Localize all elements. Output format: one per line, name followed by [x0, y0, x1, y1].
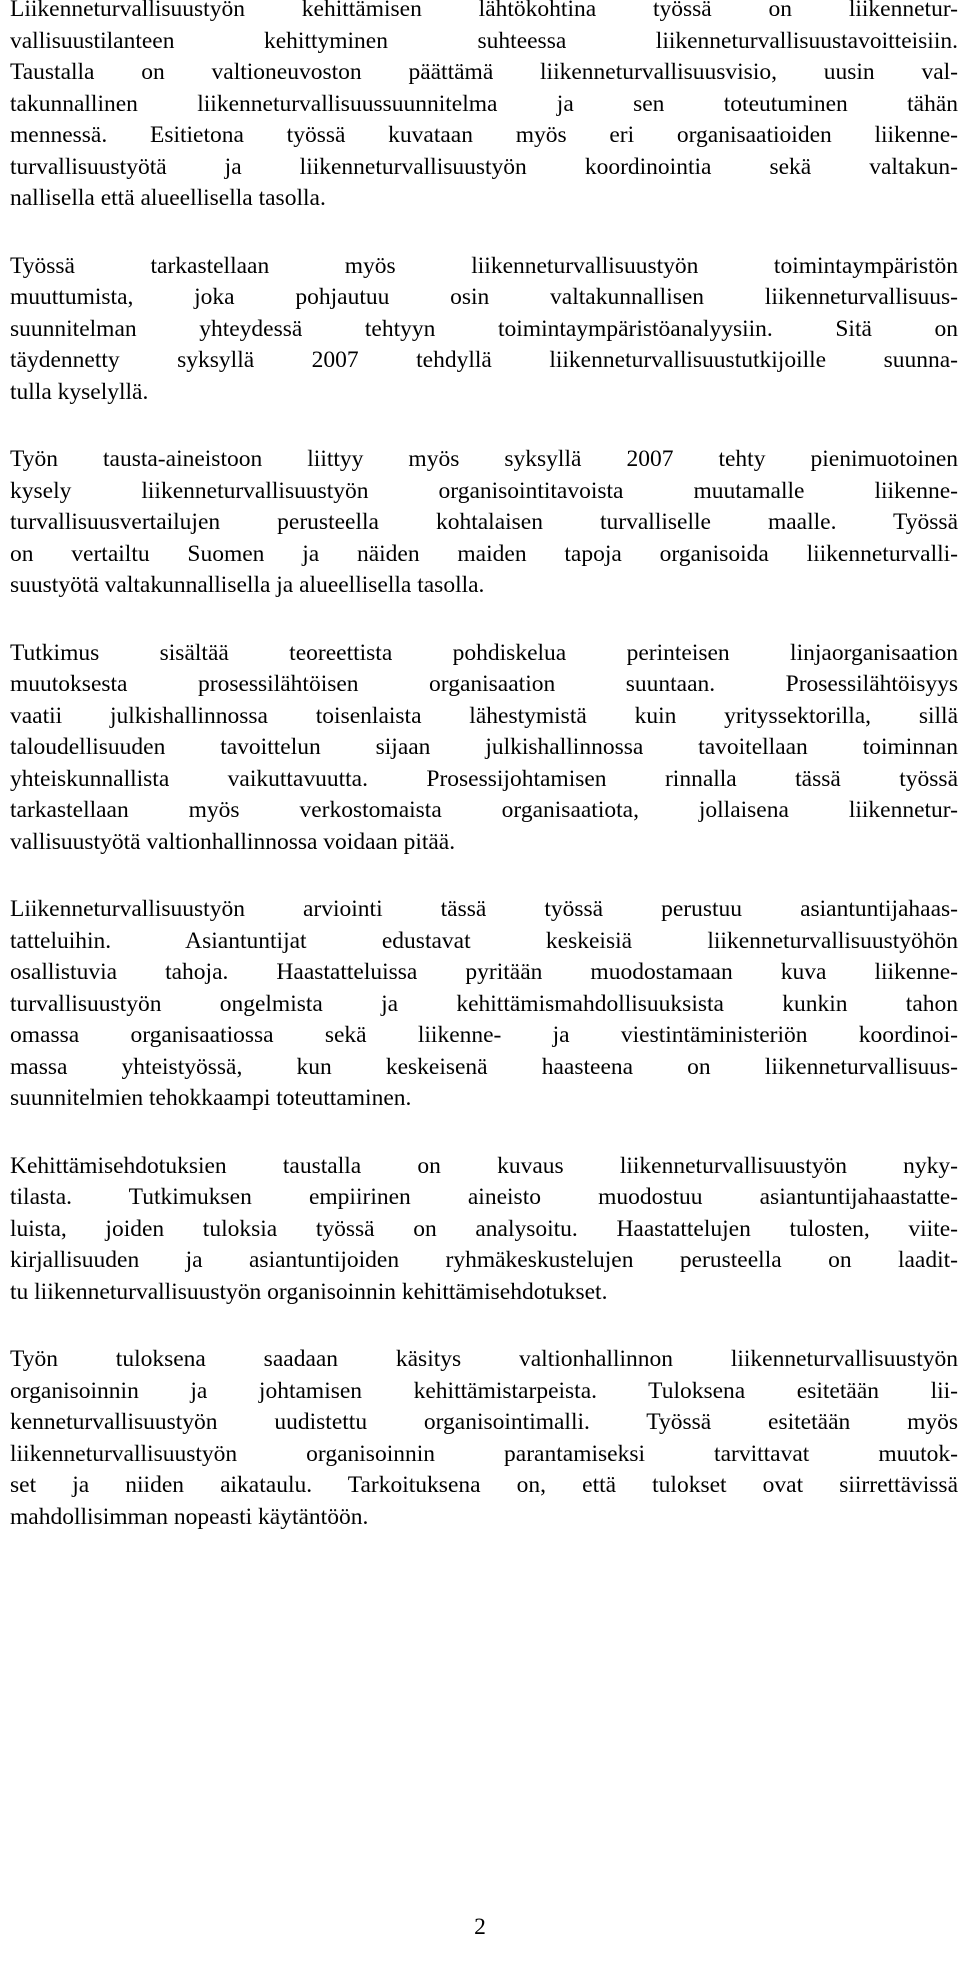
text-line: Taustalla on valtioneuvoston päättämä liikenneturvallisuusvisio, uusin val-	[10, 59, 958, 85]
text-line: tarkastellaan myös verkostomaista organisaatiota, jollaisena liikennetur-	[10, 797, 958, 823]
text-line: turvallisuustyön ongelmista ja kehittämismahdollisuuksista kunkin tahon	[10, 990, 958, 1017]
paragraph	[10, 251, 958, 409]
text-line: mennessä. Esitietona työssä kuvataan myös eri organisaatioiden liikenne-	[10, 122, 958, 148]
text-line: luista, joiden tuloksia työssä on analysoitu. Haastattelujen tulosten, viite-	[10, 1215, 958, 1242]
text-line: tatteluihin. Asiantuntijat edustavat keskeisiä liikenneturvallisuustyöhön	[10, 927, 958, 954]
text-line: täydennetty syksyllä 2007 tehdyllä liikenneturvallisuustutkijoille suunna-	[10, 347, 958, 373]
text-line: turvallisuustyötä ja liikenneturvallisuustyön koordinointia sekä valtakun-	[10, 153, 958, 180]
text-line: osallistuvia tahoja. Haastatteluissa pyritään muodostamaan kuva liikenne-	[10, 959, 958, 985]
text-line: kysely liikenneturvallisuustyön organisointitavoista muutamalle liikenne-	[10, 477, 958, 504]
text-line: Työssä tarkastellaan myös liikenneturvallisuustyön toimintaympäristön	[10, 252, 958, 279]
text-line: turvallisuusvertailujen perusteella kohtalaisen turvalliselle maalle. Työssä	[10, 509, 958, 535]
text-line: muuttumista, joka pohjautuu osin valtakunnallisen liikenneturvallisuus-	[10, 284, 958, 310]
paragraph	[10, 0, 958, 215]
text-line: omassa organisaatiossa sekä liikenne- ja viestintäministeriön koordinoi-	[10, 1022, 958, 1048]
text-line: takunnallinen liikenneturvallisuussuunnitelma ja sen toteutuminen tähän	[10, 90, 958, 117]
page-number: 2	[474, 1914, 486, 1940]
text-line: Liikenneturvallisuustyön kehittämisen lähtökohtina työssä on liikennetur-	[10, 0, 958, 22]
text-line: vallisuustyötä valtionhallinnossa voidaan pitää.	[10, 828, 456, 855]
text-line: organisoinnin ja johtamisen kehittämistarpeista. Tuloksena esitetään lii-	[10, 1377, 958, 1404]
text-line: Liikenneturvallisuustyön arviointi tässä työssä perustuu asiantuntijahaas-	[10, 896, 958, 922]
text-line: Kehittämisehdotuksien taustalla on kuvaus liikenneturvallisuustyön nyky-	[10, 1152, 958, 1179]
text-line: Työn tausta-aineistoon liittyy myös syksyllä 2007 tehty pienimuotoinen	[10, 446, 958, 472]
text-line: Työn tuloksena saadaan käsitys valtionhallinnon liikenneturvallisuustyön	[10, 1346, 958, 1372]
text-line: kenneturvallisuustyön uudistettu organisointimalli. Työssä esitetään myös	[10, 1409, 958, 1435]
paragraph	[10, 444, 958, 602]
text-line: taloudellisuuden tavoittelun sijaan julkishallinnossa tavoitellaan toiminnan	[10, 734, 958, 760]
paragraph	[10, 1151, 958, 1309]
text-line: tu liikenneturvallisuustyön organisoinnin kehittämisehdotukset.	[10, 1278, 608, 1305]
text-line: suustyötä valtakunnallisella ja alueellisella tasolla.	[10, 572, 485, 598]
text-line: muutoksesta prosessilähtöisen organisaation suuntaan. Prosessilähtöisyys	[10, 671, 958, 697]
text-line: mahdollisimman nopeasti käytäntöön.	[10, 1503, 369, 1530]
text-line: suunnitelmien tehokkaampi toteuttaminen.	[10, 1085, 412, 1111]
text-line: yhteiskunnallista vaikuttavuutta. Prosessijohtamisen rinnalla tässä työssä	[10, 765, 958, 792]
paragraph	[10, 638, 958, 859]
text-line: set ja niiden aikataulu. Tarkoituksena on, että tulokset ovat siirrettävissä	[10, 1472, 958, 1498]
text-line: massa yhteistyössä, kun keskeisenä haasteena on liikenneturvallisuus-	[10, 1053, 958, 1080]
text-line: vallisuustilanteen kehittyminen suhteessa liikenneturvallisuustavoitteisiin.	[10, 27, 958, 54]
text-line: Tutkimus sisältää teoreettista pohdiskelua perinteisen linjaorganisaation	[10, 639, 958, 666]
paragraph	[10, 1344, 958, 1533]
text-line: tilasta. Tutkimuksen empiirinen aineisto muodostuu asiantuntijahaastatte-	[10, 1184, 958, 1210]
text-line: kirjallisuuden ja asiantuntijoiden ryhmäkeskustelujen perusteella on laadit-	[10, 1247, 958, 1273]
text-line: vaatii julkishallinnossa toisenlaista lähestymistä kuin yrityssektorilla, sillä	[10, 702, 958, 729]
text-line: tulla kyselyllä.	[10, 378, 149, 405]
body-text	[10, 0, 958, 1569]
text-line: liikenneturvallisuustyön organisoinnin parantamiseksi tarvittavat muutok-	[10, 1440, 958, 1467]
text-line: suunnitelman yhteydessä tehtyyn toimintaympäristöanalyysiin. Sitä on	[10, 315, 958, 342]
text-line: nallisella että alueellisella tasolla.	[10, 185, 326, 211]
paragraph	[10, 894, 958, 1115]
text-line: on vertailtu Suomen ja näiden maiden tapoja organisoida liikenneturvalli-	[10, 540, 958, 567]
